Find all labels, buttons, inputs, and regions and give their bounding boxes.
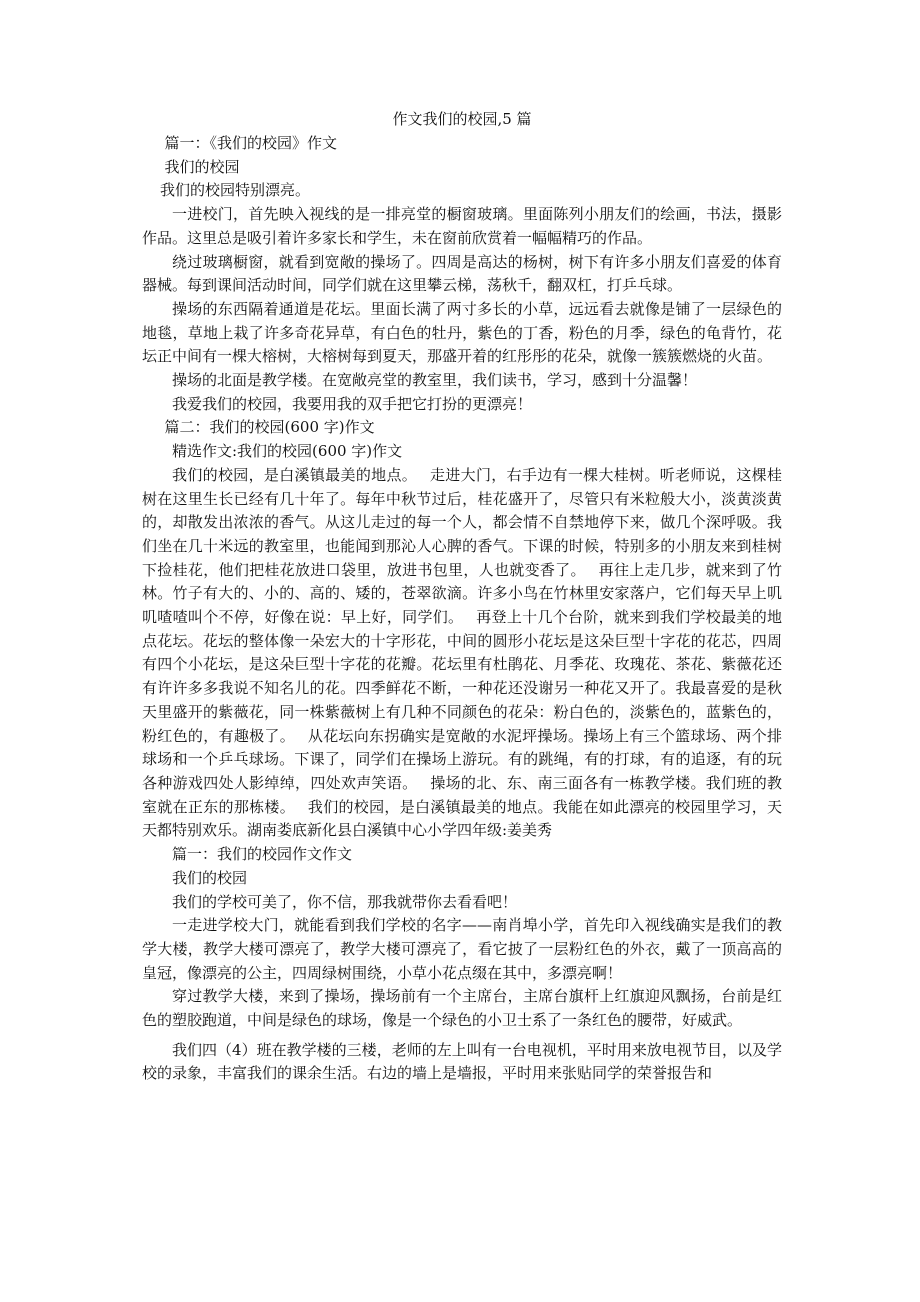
paragraph: 篇一：我们的校园作文作文 <box>172 845 353 864</box>
document-page <box>142 108 782 1086</box>
paragraph: 我们的学校可美了，你不信，那我就带你去看看吧！ <box>172 892 518 911</box>
paragraph: 穿过教学大楼，来到了操场，操场前有一个主席台，主席台旗杆上红旗迎风飘扬，台前是红色的塑胶跑道，中间是绿色的球场，像是一个绿色的小卫士系了一条红色的腰带，好威武。 <box>142 987 782 1030</box>
paragraph: 精选作文:我们的校园(600 字)作文 <box>172 442 403 461</box>
paragraph: 绕过玻璃橱窗，就看到宽敞的操场了。四周是高达的杨树，树下有许多小朋友们喜爱的体育器械。每到课间活动时间，同学们就在这里攀云梯，荡秋千，翻双杠，打乒乓球。 <box>142 252 782 295</box>
paragraph: 我们的校园特别漂亮。 <box>160 181 311 200</box>
paragraph: 操场的北面是教学楼。在宽敞亮堂的教室里，我们读书，学习，感到十分温馨！ <box>172 371 698 390</box>
paragraph: 操场的东西隔着通道是花坛。里面长满了两寸多长的小草，远远看去就像是铺了一层绿色的地毯，草地上栽了许多奇花异草，有白色的牡丹，紫色的丁香，粉色的月季，绿色的龟背竹，花坛正中间有一棵大榕树，大榕树每到夏天，那盛开着的红彤彤的花朵，就像一簇簇燃烧的火苗。 <box>142 299 782 366</box>
paragraph: 一走进学校大门，就能看到我们学校的名字——南肖埠小学，首先印入视线确实是我们的教学大楼，教学大楼可漂亮了，教学大楼可漂亮了，看它披了一层粉红色的外衣，戴了一顶高高的皇冠，像漂亮的公主，四周绿树围绕，小草小花点缀在其中，多漂亮啊！ <box>142 916 782 982</box>
paragraph: 一进校门，首先映入视线的是一排亮堂的橱窗玻璃。里面陈列小朋友们的绘画，书法，摄影作品。这里总是吸引着许多家长和学生，未在窗前欣赏着一幅幅精巧的作品。 <box>142 205 782 247</box>
paragraph: 我们的校园，是白溪镇最美的地点。 走进大门，右手边有一棵大桂树。听老师说，这棵桂树在这里生长已经有几十年了。每年中秋节过后，桂花盛开了，尽管只有米粒般大小，淡黄淡黄的，却散发出浓浓的香气。从这儿走过的每一个人，都会情不自禁地停下来，做几个深呼吸。我们坐在几十米远的教室里，也能闻到那沁人心脾的香气。下课的时候，特别多的小朋友来到桂树下捡桂花，他们把桂花放进口袋里，放进书包里，人也就变香了。 再往上走几步，就来到了竹林。竹子有大的、小的、高的、矮的，苍翠欲滴。许多小鸟在竹林里安家落户，它们每天早上叽叽喳喳叫个不停，好像在说：早上好，同学们。 再登上十几个台阶，就来到我们学校最美的地点花坛。花坛的整体像一朵宏大的十字形花，中间的圆形小花坛是这朵巨型十字花的花芯，四周有四个小花坛，是这朵巨型十字花的花瓣。花坛里有杜鹃花、月季花、玫瑰花、茶花、紫薇花还有许许多多我说不知名儿的花。四季鲜花不断，一种花还没谢另一种花又开了。我最喜爱的是秋天里盛开的紫薇花，同一株紫薇树上有几种不同颜色的花朵：粉白色的，淡紫色的，蓝紫色的，粉红色的，有趣极了。 从花坛向东拐确实是宽敞的水泥坪操场。操场上有三个篮球场、两个排球场和一个乒乓球场。下课了，同学们在操场上游玩。有的跳绳，有的打球，有的追逐，有的玩各种游戏四处人影绰绰，四处欢声笑语。 操场的北、东、南三面各有一栋教学楼。我们班的教室就在正东的那栋楼。 我们的校园，是白溪镇最美的地点。我能在如此漂亮的校园里学习，天天都特别欢乐。湖南娄底新化县白溪镇中心小学四年级:姜美秀 <box>142 465 782 840</box>
paragraph: 我们的校园 <box>172 868 248 887</box>
paragraph: 我们的校园 <box>164 157 240 176</box>
document-title: 作文我们的校园,5 篇 <box>392 110 532 128</box>
paragraph: 篇一：《我们的校园》作文 <box>164 134 338 152</box>
paragraph: 我们四（4）班在教学楼的三楼，老师的左上叫有一台电视机，平时用来放电视节目，以及学校的录象，丰富我们的课余生活。右边的墙上是墙报，平时用来张贴同学的荣誉报告和 <box>142 1040 782 1083</box>
paragraph: 我爱我们的校园，我要用我的双手把它打扮的更漂亮！ <box>172 394 533 413</box>
paragraph: 篇二：我们的校园(600 字)作文 <box>164 418 375 437</box>
document-body <box>142 132 782 1086</box>
